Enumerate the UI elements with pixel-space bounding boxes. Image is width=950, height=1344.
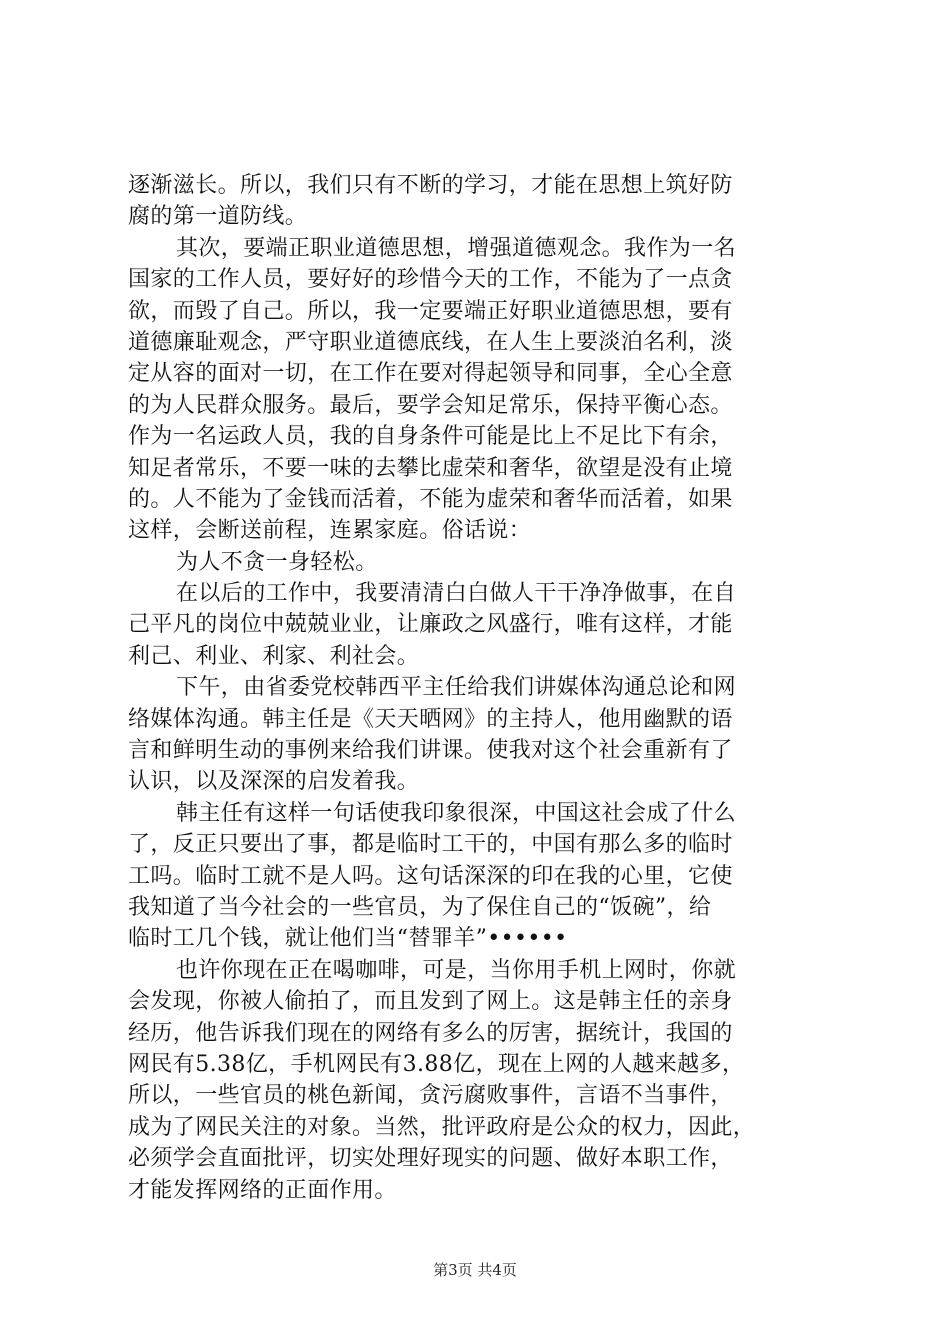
text-line: 韩主任有这样一句话使我印象很深，中国这社会成了什么 <box>176 800 737 826</box>
text-line: 作为一名运政人员，我的自身条件可能是比上不足比下有余， <box>128 424 733 450</box>
text-line: 络媒体沟通。韩主任是《天天晒网》的主持人，他用幽默的语 <box>128 706 733 732</box>
text-line: 知足者常乐，不要一味的去攀比虚荣和奢华，欲望是没有止境 <box>128 455 733 481</box>
text-line: 逐渐滋长。所以，我们只有不断的学习，才能在思想上筑好防 <box>128 173 733 198</box>
text-line: 利己、利业、利家、利社会。 <box>128 643 420 669</box>
text-line: 欲，而毁了自己。所以，我一定要端正好职业道德思想，要有 <box>128 298 733 324</box>
text-line: 临时工几个钱，就让他们当“替罪羊”•••••• <box>128 926 568 952</box>
text-line: 这样，会断送前程，连累家庭。俗话说： <box>128 518 532 544</box>
text-line: 己平凡的岗位中兢兢业业，让廉政之风盛行，唯有这样，才能 <box>128 612 733 638</box>
text-line: 其次，要端正职业道德思想，增强道德观念。我作为一名 <box>176 235 737 261</box>
text-line: 的。人不能为了金钱而活着，不能为虚荣和奢华而活着，如果 <box>128 486 733 512</box>
text-line: 必须学会直面批评，切实处理好现实的问题、做好本职工作， <box>128 1146 733 1172</box>
text-line: 才能发挥网络的正面作用。 <box>128 1177 397 1203</box>
text-line: 言和鲜明生动的事例来给我们讲课。使我对这个社会重新有了 <box>128 738 733 764</box>
text-line: 经历，他告诉我们现在的网络有多么的厉害，据统计，我国的 <box>128 1020 733 1046</box>
text-line: 认识，以及深深的启发着我。 <box>128 769 420 795</box>
text-line: 的为人民群众服务。最后，要学会知足常乐，保持平衡心态。 <box>128 392 733 418</box>
text-line: 会发现，你被人偷拍了，而且发到了网上。这是韩主任的亲身 <box>128 989 733 1015</box>
body-text <box>128 170 832 1206</box>
text-line: 所以，一些官员的桃色新闻，贪污腐败事件，言语不当事件， <box>128 1083 733 1109</box>
text-line: 在以后的工作中，我要清清白白做人干干净净做事，在自 <box>176 581 737 607</box>
text-line: 了，反正只要出了事，都是临时工干的，中国有那么多的临时 <box>128 832 733 858</box>
text-line: 下午，由省委党校韩西平主任给我们讲媒体沟通总论和网 <box>176 675 737 701</box>
page-footer: 第3页 共4页 <box>433 1261 517 1279</box>
text-line: 工吗。临时工就不是人吗。这句话深深的印在我的心里，它使 <box>128 863 733 889</box>
text-line: 我知道了当今社会的一些官员，为了保住自己的“饭碗”，给 <box>128 894 712 920</box>
text-line: 国家的工作人员，要好好的珍惜今天的工作，不能为了一点贪 <box>128 267 733 293</box>
text-line: 定从容的面对一切，在工作在要对得起领导和同事，全心全意 <box>128 361 733 387</box>
text-line: 网民有5.38亿，手机网民有3.88亿，现在上网的人越来越多， <box>128 1051 745 1077</box>
text-line: 成为了网民关注的对象。当然，批评政府是公众的权力，因此， <box>128 1114 756 1140</box>
text-line: 也许你现在正在喝咖啡，可是，当你用手机上网时，你就 <box>176 957 737 983</box>
text-line: 道德廉耻观念，严守职业道德底线，在人生上要淡泊名利，淡 <box>128 329 733 355</box>
text-line: 腐的第一道防线。 <box>128 204 308 230</box>
text-line: 为人不贪一身轻松。 <box>176 549 378 575</box>
